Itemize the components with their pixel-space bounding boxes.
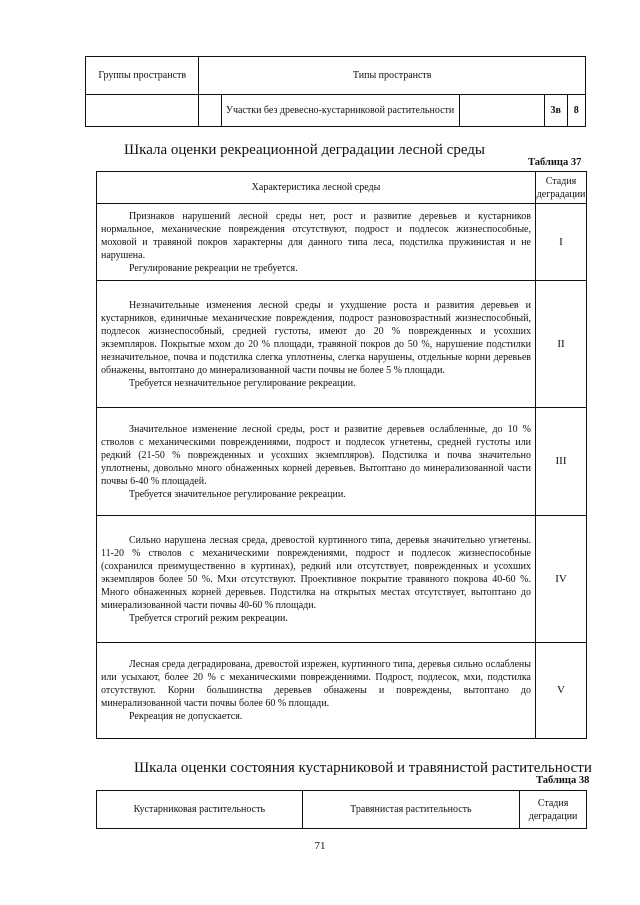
regulation-note: Требуется значительное регулирование рекреации.	[129, 488, 346, 500]
description-text: Лесная среда деградирована, древостой изрежен, куртинного типа, деревья сильно ослаблены или усыхают, более 20 % с механическими повреждениями. Подрост, подлесок, мхи, подстилка отсутствуют. Корни большинства деревьев обнажены и повреждены, вытоптано до минерализованной части почвы более 60 % площади.	[101, 659, 531, 709]
header-shrub-vegetation: Кустарниковая растительность	[97, 791, 303, 829]
vegetation-state-table	[96, 790, 587, 829]
regulation-note: Требуется незначительное регулирование рекреации.	[129, 377, 356, 389]
stage-numeral: III	[536, 408, 587, 516]
section-title-shrub-grass-state: Шкала оценки состояния кустарниковой и травянистой растительности	[134, 760, 592, 776]
regulation-note: Регулирование рекреации не требуется.	[129, 262, 298, 274]
table-number-38: Таблица 38	[536, 775, 590, 786]
empty-cell	[459, 95, 544, 127]
header-forest-characteristic: Характеристика лесной среды	[97, 172, 536, 204]
header-grass-vegetation: Травянистая растительность	[302, 791, 520, 829]
stage-description	[97, 204, 536, 281]
row-label-no-vegetation: Участки без древесно-кустарниковой растительности	[221, 95, 459, 127]
row-value: 8	[567, 95, 586, 127]
header-degradation-stage: Стадия деградации	[536, 172, 587, 204]
stage-numeral: V	[536, 643, 587, 739]
description-text: Сильно нарушена лесная среда, древостой куртинного типа, деревья значительно угнетены. 11-20 % стволов с механическими повреждениями, подрост и подлесок жизнеспособные (сохранился преимущественно в куртинах), редкий или отсутствует, поврежденных и усохших экземпляров более 50 %. Мхи отсутствуют. Проективное покрытие травяного покрова 40-60 %. Много обнаженных корней деревьев. Подстилка на открытых местах отсутствует, вытоптано до минерализованной части почвы 40-60 % площади.	[101, 534, 531, 611]
table-row	[97, 408, 587, 516]
stage-description	[97, 643, 536, 739]
description-text: Признаков нарушений лесной среды нет, рост и развитие деревьев и кустарников нормальное, механические повреждения отсутствуют, подрост и подлесок жизнеспособные, моховой и травяной покров характерны для данного типа леса, подстилка пружинистая и не нарушена.	[101, 210, 531, 261]
empty-cell	[199, 95, 221, 127]
row-code: 3в	[544, 95, 567, 127]
page-number: 71	[314, 840, 326, 852]
description-text: Незначительные изменения лесной среды и ухудшение роста и развития деревьев и кустарников, единичные механические повреждения, подрост разновозрастный жизнеспособный, подлесок жизнеспособный, средней густоты, имеют до 20 % поврежденных и усохших экземпляров. Покрытые мхом до 20 % площади, травяной покров до 50 %, нарушение подстилки незначительное, почва и подстилка слегка уплотнены, слегка нарушены, отдельные корни деревьев обнажены, вытоптано до минерализованной части почвы не более 5 % площади.	[101, 299, 531, 376]
stage-numeral: I	[536, 204, 587, 281]
table-number-37: Таблица 37	[528, 157, 582, 168]
empty-cell	[86, 95, 199, 127]
degradation-scale-table	[96, 171, 587, 739]
table-row	[97, 643, 587, 739]
stage-numeral: II	[536, 281, 587, 408]
space-types-table	[85, 56, 586, 127]
table-row	[97, 204, 587, 281]
table-row	[97, 516, 587, 643]
col-header-space-types: Типы пространств	[199, 57, 586, 95]
regulation-note: Требуется строгий режим рекреации.	[129, 612, 288, 624]
description-text: Значительное изменение лесной среды, рост и развитие деревьев ослабленные, до 10 % стволов с механическими повреждениями, подрост и подлесок угнетены, средней густоты или редкий (21-50 % поврежденных и усохших экземпляров). Подстилка и почва значительно уплотнены, довольно много обнаженных корней деревьев. Вытоптано до минерализованной части почвы 6-40 % площадей.	[101, 423, 531, 487]
stage-description	[97, 281, 536, 408]
section-title-recreational-degradation: Шкала оценки рекреационной деградации лесной среды	[124, 142, 486, 158]
regulation-note: Рекреация не допускается.	[129, 711, 243, 722]
stage-numeral: IV	[536, 516, 587, 643]
stage-description	[97, 408, 536, 516]
header-degradation-stage: Стадия деградации	[520, 791, 587, 829]
col-header-space-groups: Группы пространств	[86, 57, 199, 95]
table-row	[97, 281, 587, 408]
stage-description	[97, 516, 536, 643]
